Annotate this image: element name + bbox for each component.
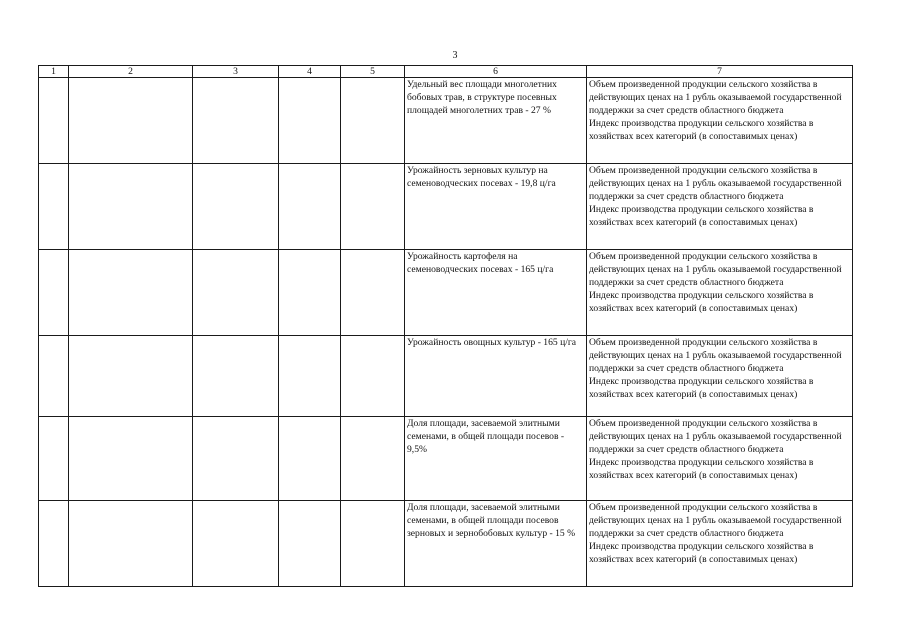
header-col-5: 5 <box>341 66 405 78</box>
cell-empty <box>69 336 193 417</box>
cell-empty <box>341 164 405 250</box>
table-row <box>39 78 853 164</box>
cell-empty <box>39 164 69 250</box>
table-row <box>39 501 853 587</box>
performance-indicators-cell <box>587 417 853 501</box>
indicator-output-per-ruble: Объем произведенной продукции сельского хозяйства в действующих ценах на 1 рубль оказываемой государственной поддержки за счет средств областного бюджета <box>589 165 842 202</box>
cell-empty <box>341 417 405 501</box>
target-indicator-cell: Доля площади, засеваемой элитными семенами, в общей площади посевов зерновых и зернобобовых культур - 15 % <box>405 501 587 587</box>
cell-empty <box>193 336 279 417</box>
header-col-7: 7 <box>587 66 853 78</box>
performance-indicators-cell <box>587 501 853 587</box>
performance-indicators-cell <box>587 78 853 164</box>
cell-empty <box>279 501 341 587</box>
target-indicator-cell: Урожайность овощных культур - 165 ц/га <box>405 336 587 417</box>
cell-empty <box>193 501 279 587</box>
table-header-row <box>39 66 853 78</box>
table-row <box>39 336 853 417</box>
cell-empty <box>279 417 341 501</box>
header-col-2: 2 <box>69 66 193 78</box>
indicator-production-index: Индекс производства продукции сельского хозяйства в хозяйствах всех категорий (в сопоставимых ценах) <box>589 457 814 481</box>
cell-empty <box>69 417 193 501</box>
cell-empty <box>341 78 405 164</box>
cell-empty <box>193 250 279 336</box>
cell-empty <box>341 336 405 417</box>
header-col-1: 1 <box>39 66 69 78</box>
cell-empty <box>69 164 193 250</box>
table-row <box>39 417 853 501</box>
indicator-output-per-ruble: Объем произведенной продукции сельского хозяйства в действующих ценах на 1 рубль оказываемой государственной поддержки за счет средств областного бюджета <box>589 251 842 288</box>
indicator-output-per-ruble: Объем произведенной продукции сельского хозяйства в действующих ценах на 1 рубль оказываемой государственной поддержки за счет средств областного бюджета <box>589 502 842 539</box>
performance-indicators-cell <box>587 336 853 417</box>
indicator-production-index: Индекс производства продукции сельского хозяйства в хозяйствах всех категорий (в сопоставимых ценах) <box>589 290 814 314</box>
indicator-output-per-ruble: Объем произведенной продукции сельского хозяйства в действующих ценах на 1 рубль оказываемой государственной поддержки за счет средств областного бюджета <box>589 337 842 374</box>
target-indicator-cell: Урожайность картофеля на семеноводческих посевах - 165 ц/га <box>405 250 587 336</box>
target-indicator-cell: Доля площади, засеваемой элитными семенами, в общей площади посевов - 9,5% <box>405 417 587 501</box>
indicators-table <box>38 65 853 587</box>
cell-empty <box>279 78 341 164</box>
performance-indicators-cell <box>587 164 853 250</box>
cell-empty <box>279 250 341 336</box>
cell-empty <box>39 501 69 587</box>
cell-empty <box>279 336 341 417</box>
cell-empty <box>193 78 279 164</box>
target-indicator-cell: Урожайность зерновых культур на семеноводческих посевах - 19,8 ц/га <box>405 164 587 250</box>
table-row <box>39 164 853 250</box>
indicator-output-per-ruble: Объем произведенной продукции сельского хозяйства в действующих ценах на 1 рубль оказываемой государственной поддержки за счет средств областного бюджета <box>589 79 842 116</box>
performance-indicators-cell <box>587 250 853 336</box>
cell-empty <box>341 250 405 336</box>
header-col-6: 6 <box>405 66 587 78</box>
cell-empty <box>279 164 341 250</box>
page-number: 3 <box>452 50 458 61</box>
cell-empty <box>39 336 69 417</box>
indicator-production-index: Индекс производства продукции сельского хозяйства в хозяйствах всех категорий (в сопоставимых ценах) <box>589 118 814 142</box>
cell-empty <box>193 417 279 501</box>
target-indicator-cell: Удельный вес площади многолетних бобовых трав, в структуре посевных площадей многолетних трав - 27 % <box>405 78 587 164</box>
header-col-4: 4 <box>279 66 341 78</box>
indicator-production-index: Индекс производства продукции сельского хозяйства в хозяйствах всех категорий (в сопоставимых ценах) <box>589 376 814 400</box>
header-col-3: 3 <box>193 66 279 78</box>
cell-empty <box>193 164 279 250</box>
indicator-production-index: Индекс производства продукции сельского хозяйства в хозяйствах всех категорий (в сопоставимых ценах) <box>589 541 814 565</box>
cell-empty <box>39 78 69 164</box>
cell-empty <box>69 250 193 336</box>
cell-empty <box>69 501 193 587</box>
indicator-production-index: Индекс производства продукции сельского хозяйства в хозяйствах всех категорий (в сопоставимых ценах) <box>589 204 814 228</box>
cell-empty <box>39 250 69 336</box>
cell-empty <box>341 501 405 587</box>
cell-empty <box>69 78 193 164</box>
table-row <box>39 250 853 336</box>
indicator-output-per-ruble: Объем произведенной продукции сельского хозяйства в действующих ценах на 1 рубль оказываемой государственной поддержки за счет средств областного бюджета <box>589 418 842 455</box>
cell-empty <box>39 417 69 501</box>
